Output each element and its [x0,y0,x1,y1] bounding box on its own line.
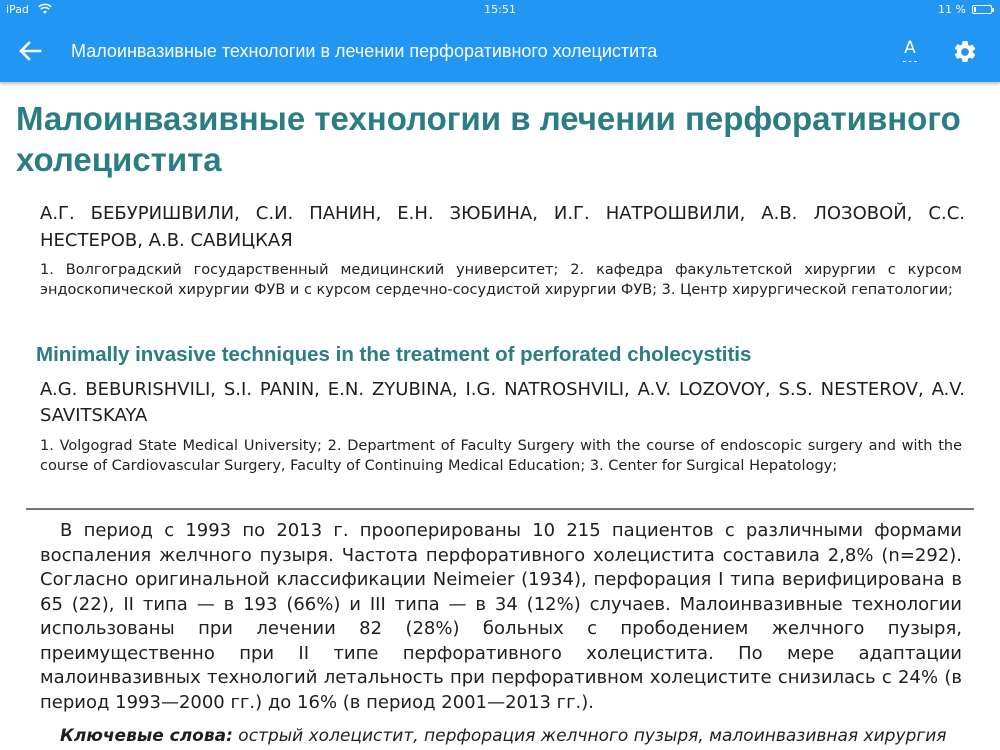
article-content[interactable] [0,82,1000,750]
affiliations-ru: 1. Волгоградский государственный медицинский университет; 2. кафедра факультетской хирургии с курсом эндоскопической хирургии ФУВ и с курсом сердечно-сосудистой хирургии ФУВ; 3. Центр хирургической гепатологии; [40,262,962,298]
back-arrow-icon[interactable] [14,37,46,65]
device-label: iPad [6,3,29,16]
keywords [60,724,960,748]
affiliations-en: 1. Volgograd State Medical University; 2. Department of Faculty Surgery with the course of endoscopic surgery and with the course of Cardiovascular Surgery, Faculty of Continuing Medical Education; 3. Center for Surgical Hepatology; [40,438,962,474]
keywords-label: Ключевые слова: [60,726,233,746]
app-bar [0,20,1000,82]
text-size-button[interactable] [898,37,922,65]
text-size-icon: A [904,38,916,58]
keywords-list: острый холецистит, перфорация желчного пузыря, малоинвазивная хирургия [238,726,947,746]
article-title-ru: Малоинвазивные технологии в лечении перфоративного холецистита [16,100,961,178]
abstract-text: В период с 1993 по 2013 г. прооперированы 10 215 пациентов с различными формами воспаления желчного пузыря. Частота перфоративного холецистита составила 2,8% (n=292). Согласно оригинальной классификации Neimeier (1934), перфорация I типа верифицирована в 65 (22), II типа — в 193 (66%) и III типа — в 34 (12%) случаев. Малоинвазивные технологии использованы при лечении 82 (28%) больных с прободением желчного пузыря, преимущественно при II типе перфоративного холецистита. По мере адаптации малоинвазивных технологий летальность при перфоративном холецистите снизилась с 24% (в период 1993—2000 гг.) до 16% (в период 2001—2013 гг.). [40,520,962,713]
settings-gear-icon[interactable] [952,39,978,65]
app-bar-title: Малоинвазивные технологии в лечении перфоративного холецистита [71,41,658,61]
status-time: 15:51 [484,3,516,16]
battery-percent: 11 % [938,3,966,16]
battery-icon [972,5,992,14]
authors-ru: А.Г. БЕБУРИШВИЛИ, С.И. ПАНИН, Е.Н. ЗЮБИНА, И.Г. НАТРОШВИЛИ, А.В. ЛОЗОВОЙ, С.С. НЕСТЕРОВ, А.В. САВИЦКАЯ [40,203,965,251]
section-divider [26,508,974,510]
authors-en: A.G. BEBURISHVILI, S.I. PANIN, E.N. ZYUBINA, I.G. NATROSHVILI, A.V. LOZOVOY, S.S. NESTEROV, A.V. SAVITSKAYA [40,379,965,426]
article-title-en: Minimally invasive techniques in the treatment of perforated cholecystitis [36,343,752,366]
status-bar [0,0,1000,20]
